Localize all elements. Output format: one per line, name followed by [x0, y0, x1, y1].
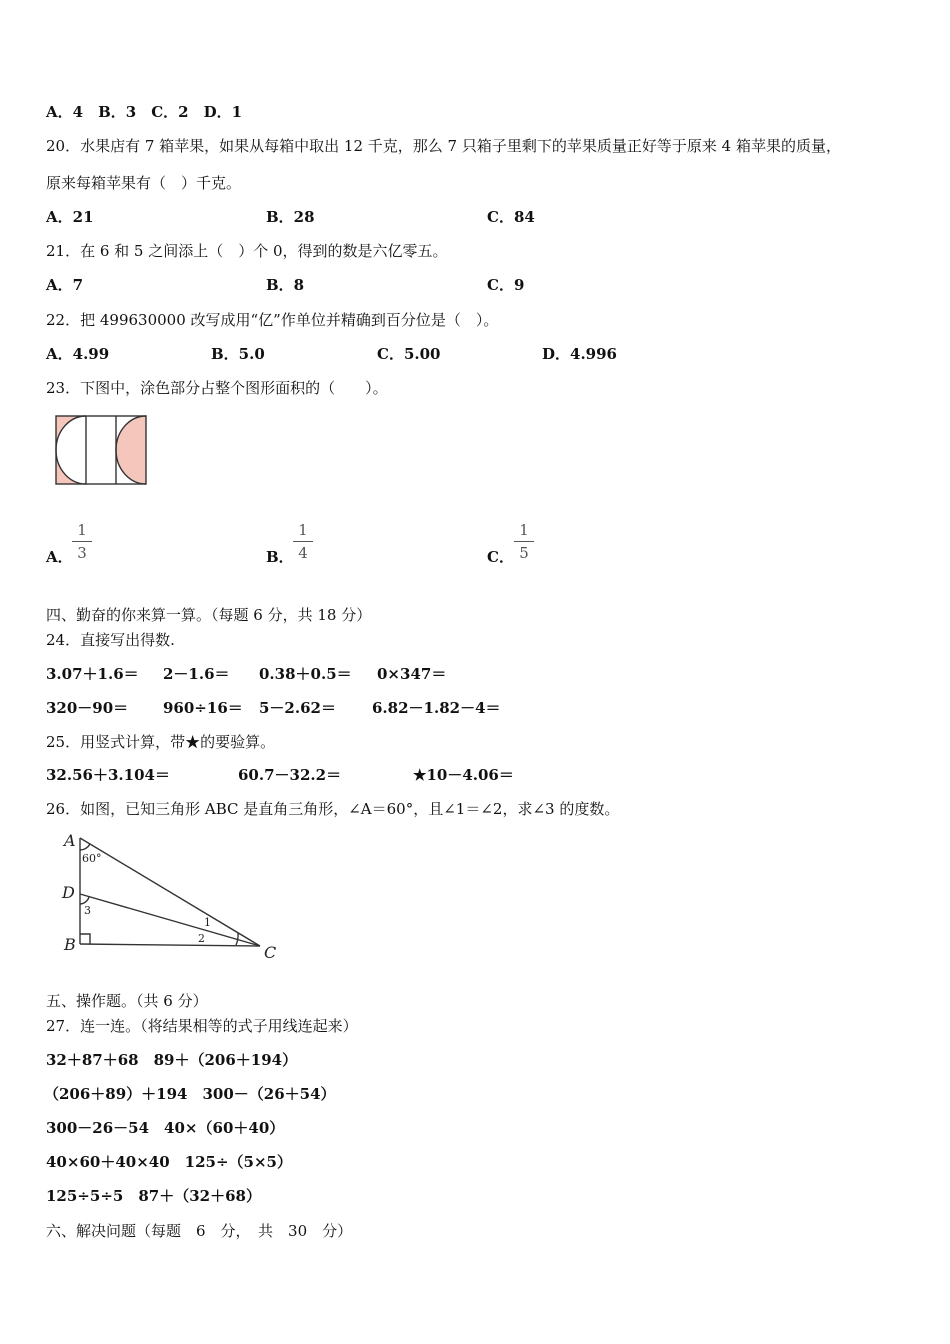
fraction-numerator: 1	[519, 521, 529, 539]
q24-row2-item: 5－2.62＝	[259, 699, 336, 717]
q27-text: 27．连一连。（将结果相等的式子用线连起来）	[46, 1017, 358, 1035]
q23-option-a-fraction	[72, 521, 92, 562]
fraction-denominator: 4	[298, 544, 308, 562]
q20-option-a: A．21	[46, 208, 94, 226]
q23-text: 23．下图中，涂色部分占整个图形面积的（ ）。	[46, 379, 388, 397]
q23-shaded-regions	[56, 416, 146, 484]
label-d: D	[62, 883, 75, 902]
q21-option-c: C．9	[487, 276, 525, 294]
q19-options: A．4 B．3 C．2 D．1	[46, 103, 243, 121]
q22-option-b: B．5.0	[211, 345, 265, 363]
q21-text: 21．在 6 和 5 之间添上（ ）个 0，得到的数是六亿零五。	[46, 242, 448, 260]
section6-title: 六、解决问题（每题 6 分， 共 30 分）	[46, 1222, 353, 1240]
q20-text-line1: 20．水果店有 7 箱苹果，如果从每箱中取出 12 千克，那么 7 只箱子里剩下的苹果质量正好等于原来 4 箱苹果的质量，	[46, 137, 841, 155]
q22-option-a: A．4.99	[46, 345, 110, 363]
q25-text: 25．用竖式计算，带★的要验算。	[46, 733, 276, 751]
q24-row1-item: 3.07＋1.6＝	[46, 665, 139, 683]
q27-row: 40×60＋40×40 125÷（5×5）	[46, 1153, 292, 1171]
q20-option-c: C．84	[487, 208, 535, 226]
q22-text: 22．把 499630000 改写成用“亿”作单位并精确到百分位是（ ）。	[46, 311, 499, 329]
q23-option-c-fraction	[514, 521, 534, 562]
q25-item: 32.56＋3.104＝	[46, 766, 170, 784]
fraction-denominator: 3	[77, 544, 87, 562]
angle-60-label: 60°	[82, 852, 102, 865]
q23-option-c-label: C．	[487, 548, 514, 566]
q22-option-d: D．4.996	[542, 345, 617, 363]
q27-row: 300－26－54 40×（60＋40）	[46, 1119, 285, 1137]
fraction-numerator: 1	[77, 521, 87, 539]
q27-row: 125÷5÷5 87＋（32＋68）	[46, 1187, 261, 1205]
q25-item: ★10－4.06＝	[413, 766, 514, 784]
label-a: A	[64, 831, 76, 850]
q22-option-c: C．5.00	[377, 345, 441, 363]
angle-1-label: 1	[204, 916, 211, 929]
q20-text-line2: 原来每箱苹果有（ ）千克。	[46, 174, 242, 192]
label-b: B	[64, 935, 76, 954]
q24-row1-item: 0.38＋0.5＝	[259, 665, 352, 683]
fraction-numerator: 1	[298, 521, 308, 539]
q24-row2-item: 320－90＝	[46, 699, 129, 717]
q21-option-b: B．8	[266, 276, 305, 294]
q26-text: 26．如图，已知三角形 ABC 是直角三角形，∠A＝60°，且∠1＝∠2，求∠3 的度数。	[46, 800, 620, 818]
angle-2-label: 2	[198, 932, 205, 945]
section4-title: 四、勤奋的你来算一算。（每题 6 分，共 18 分）	[46, 606, 372, 624]
q24-row1-item: 2－1.6＝	[163, 665, 230, 683]
q24-row1-item: 0×347＝	[377, 665, 447, 683]
q23-option-b-fraction	[293, 521, 313, 562]
q23-option-b-label: B．	[266, 548, 294, 566]
q24-text: 24．直接写出得数.	[46, 631, 175, 649]
q27-row: （206＋89）＋194 300－（26＋54）	[44, 1085, 336, 1103]
q23-option-a-label: A．	[46, 548, 73, 566]
q27-row: 32＋87＋68 89＋（206＋194）	[46, 1051, 298, 1069]
q26-triangle-figure	[60, 828, 288, 966]
fraction-denominator: 5	[519, 544, 529, 562]
q23-shaded-figure	[54, 414, 148, 486]
q20-option-b: B．28	[266, 208, 315, 226]
q24-row2-item: 6.82－1.82－4＝	[372, 699, 501, 717]
angle-3-label: 3	[84, 904, 91, 917]
q21-option-a: A．7	[46, 276, 84, 294]
q24-row2-item: 960÷16＝	[163, 699, 243, 717]
section5-title: 五、操作题。（共 6 分）	[46, 992, 208, 1010]
q25-item: 60.7－32.2＝	[238, 766, 342, 784]
label-c: C	[264, 943, 277, 962]
